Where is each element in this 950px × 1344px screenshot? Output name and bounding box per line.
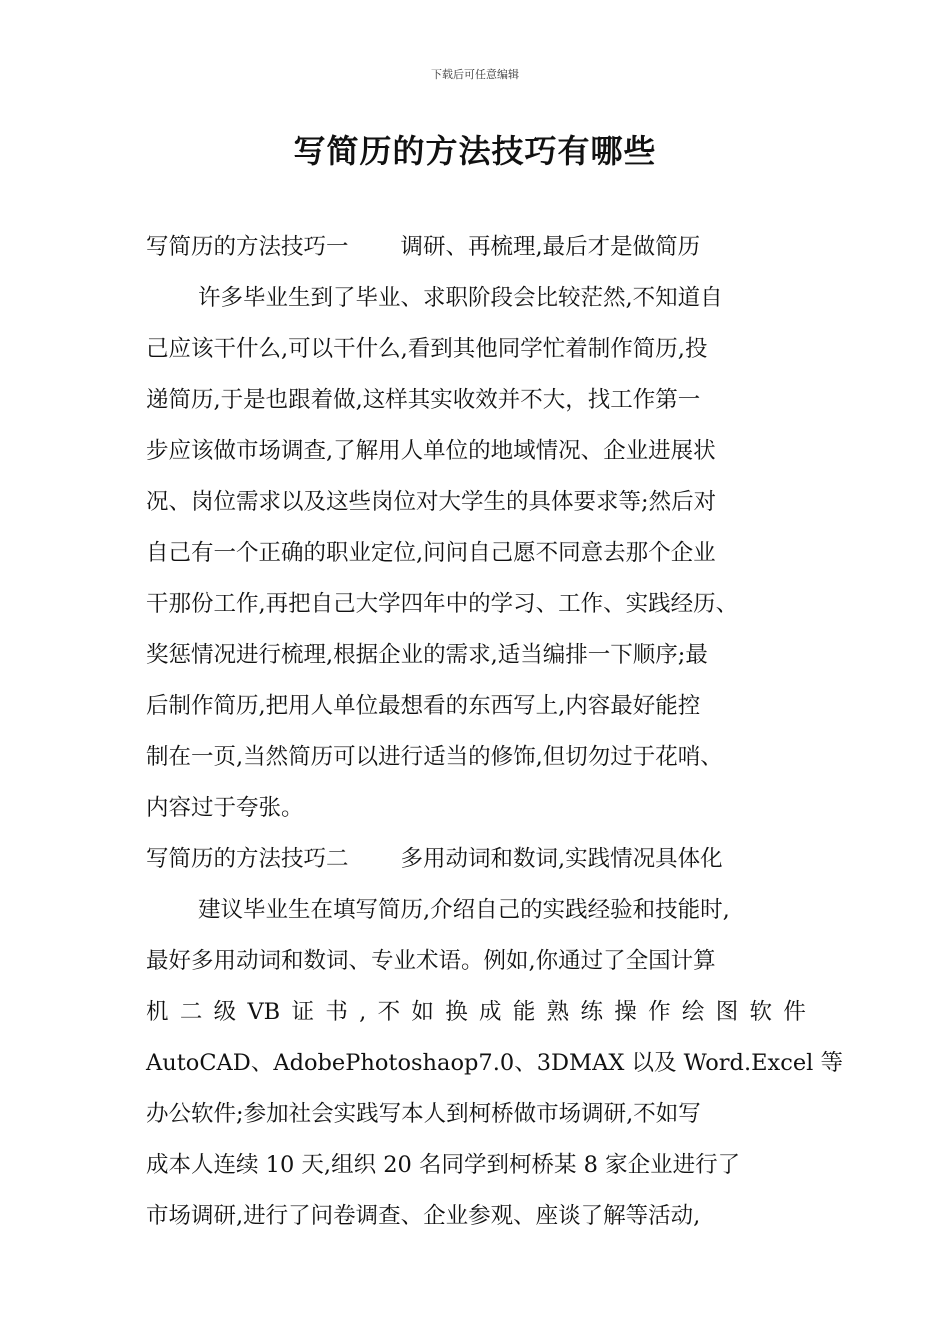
header-note: 下载后可任意编辑 [431, 68, 519, 81]
spread-token: 成 [479, 999, 502, 1025]
paragraph-line: 况、岗位需求以及这些岗位对大学生的具体要求等;然后对 [146, 489, 717, 515]
page-title: 写简历的方法技巧有哪些 [293, 132, 657, 170]
spread-token: 操 [614, 999, 637, 1025]
spread-token: 软 [749, 999, 773, 1025]
paragraph-line: 许多毕业生到了毕业、求职阶段会比较茫然,不知道自 [198, 285, 723, 311]
paragraph-line: 成本人连续 10 天,组织 20 名同学到柯桥某 8 家企业进行了 [146, 1152, 741, 1178]
spread-token: 能 [512, 999, 536, 1025]
paragraph-line: 市场调研,进行了问卷调查、企业参观、座谈了解等活动, [146, 1203, 701, 1229]
spread-token: 机 [146, 999, 169, 1025]
section-heading-1-label: 写简历的方法技巧一 [146, 234, 349, 260]
spread-token: 书 [325, 999, 348, 1025]
paragraph-line: 最好多用动词和数词、专业术语。例如,你通过了全国计算 [146, 948, 716, 974]
document-body [146, 222, 843, 1242]
section-heading-2-label: 写简历的方法技巧二 [146, 846, 349, 872]
spread-token: 证 [291, 999, 315, 1025]
spread-token: 件 [783, 999, 806, 1025]
spread-token: 绘 [681, 999, 705, 1025]
paragraph-line: AutoCAD、AdobePhotoshaop7.0、3DMAX 以及 Word.Excel 等 [146, 1050, 843, 1076]
section-heading-1-text: 调研、再梳理,最后才是做简历 [400, 234, 701, 260]
paragraph-line: 奖惩情况进行梳理,根据企业的需求,适当编排一下顺序;最 [146, 642, 708, 668]
spread-token: , [359, 999, 367, 1025]
section-heading-1 [146, 222, 806, 273]
spread-token: 熟 [546, 999, 570, 1025]
section-heading-2-text: 多用动词和数词,实践情况具体化 [400, 846, 723, 872]
paragraph-line: 制在一页,当然简历可以进行适当的修饰,但切勿过于花哨、 [146, 744, 723, 770]
paragraph-line: 步应该做市场调查,了解用人单位的地域情况、企业进展状 [146, 438, 716, 464]
spread-token: VB [247, 999, 281, 1025]
paragraph-line: 干那份工作,再把自己大学四年中的学习、工作、实践经历、 [146, 591, 739, 617]
spread-token: 练 [580, 999, 603, 1025]
spread-token: 二 [179, 999, 203, 1025]
spread-token: 级 [213, 999, 237, 1025]
paragraph-line: 内容过于夸张。 [146, 795, 304, 821]
spread-paragraph-line [146, 987, 806, 1038]
paragraph-line: 己应该干什么,可以干什么,看到其他同学忙着制作简历,投 [146, 336, 708, 362]
spread-token: 换 [445, 999, 468, 1025]
paragraph-line: 自己有一个正确的职业定位,问问自己愿不同意去那个企业 [146, 540, 716, 566]
paragraph-line: 办公软件;参加社会实践写本人到柯桥做市场调研,不如写 [146, 1101, 701, 1127]
spread-token: 如 [411, 999, 434, 1025]
spread-token: 作 [648, 999, 671, 1025]
paragraph-line: 后制作简历,把用人单位最想看的东西写上,内容最好能控 [146, 693, 701, 719]
section-heading-2 [146, 834, 806, 885]
spread-token: 图 [715, 999, 739, 1025]
spread-token: 不 [377, 999, 401, 1025]
paragraph-line: 建议毕业生在填写简历,介绍自己的实践经验和技能时, [198, 897, 730, 923]
paragraph-line: 递简历,于是也跟着做,这样其实收效并不大，找工作第一 [146, 387, 701, 413]
